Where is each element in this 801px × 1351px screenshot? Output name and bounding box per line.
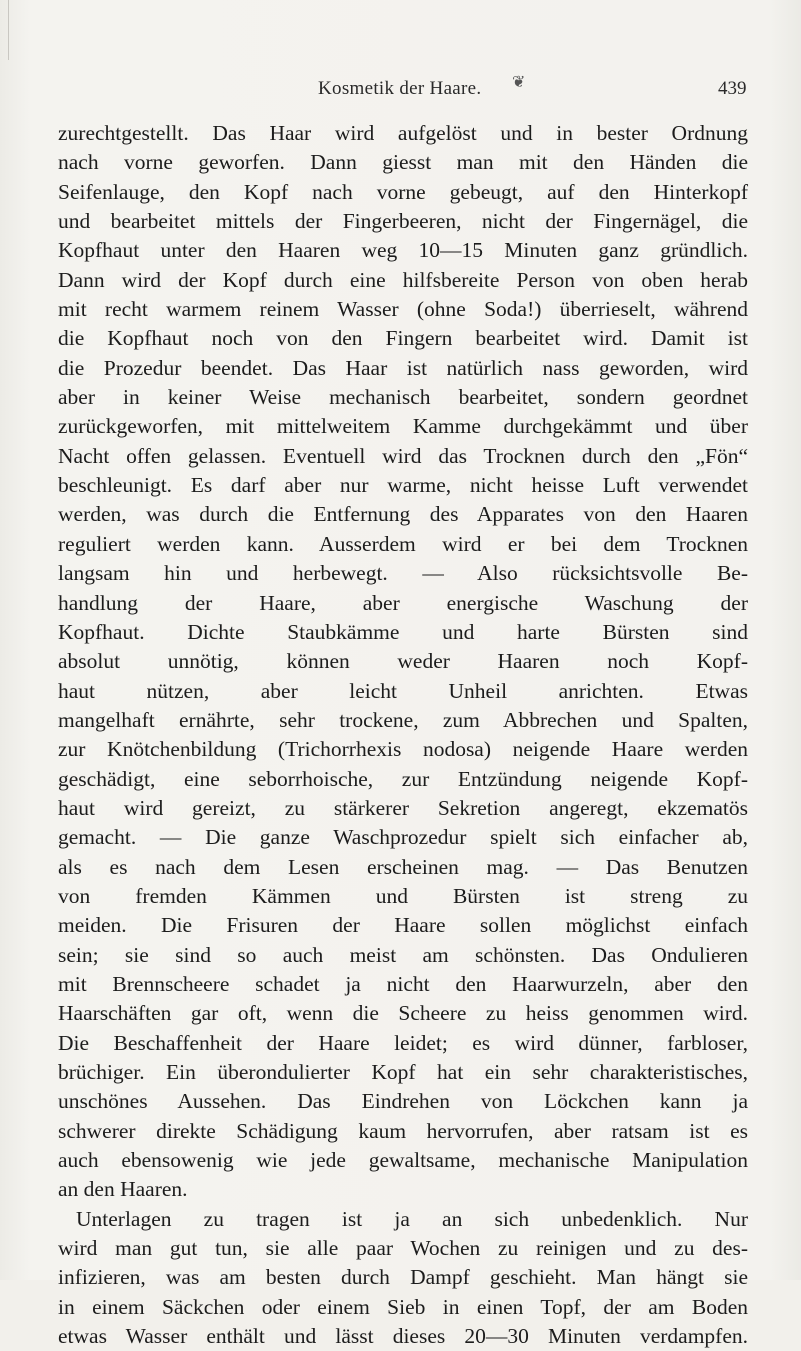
- text-line: von fremden Kämmen und Bürsten ist streng zu: [58, 883, 748, 908]
- text-line: etwas Wasser enthält und lässt dieses 20—30 Minuten verdampfen.: [58, 1324, 748, 1349]
- text-line: und bearbeitet mittels der Fingerbeeren, nicht der Fingernägel, die: [58, 209, 748, 234]
- text-line: reguliert werden kann. Ausserdem wird er bei dem Trocknen: [58, 531, 748, 556]
- text-line: Seifenlauge, den Kopf nach vorne gebeugt, auf den Hinterkopf: [58, 179, 748, 204]
- text-line: Die Beschaffenheit der Haare leidet; es wird dünner, farbloser,: [58, 1030, 748, 1055]
- text-line: Nacht offen gelassen. Eventuell wird das Trocknen durch den „Fön“: [58, 443, 748, 468]
- text-line: Dann wird der Kopf durch eine hilfsbereite Person von oben herab: [58, 267, 748, 292]
- text-line: werden, was durch die Entfernung des Apparates von den Haaren: [58, 502, 748, 527]
- text-line: Unterlagen zu tragen ist ja an sich unbedenklich. Nur: [76, 1206, 748, 1231]
- text-line: mit recht warmem reinem Wasser (ohne Soda!) überrieselt, während: [58, 297, 748, 322]
- text-line: nach vorne geworfen. Dann giesst man mit den Händen die: [58, 150, 748, 175]
- text-line: haut nützen, aber leicht Unheil anrichten. Etwas: [58, 678, 748, 703]
- text-line: wird man gut tun, sie alle paar Wochen zu reinigen und zu des-: [58, 1236, 748, 1261]
- text-line: Haarschäften gar oft, wenn die Scheere zu heiss genommen wird.: [58, 1001, 748, 1026]
- page-header: [0, 72, 801, 108]
- text-line: an den Haaren.: [58, 1177, 188, 1202]
- text-line: auch ebensowenig wie jede gewaltsame, mechanische Manipulation: [58, 1148, 748, 1173]
- text-line: in einem Säckchen oder einem Sieb in einen Topf, der am Boden: [58, 1294, 748, 1319]
- text-line: brüchiger. Ein überondulierter Kopf hat ein sehr charakteristisches,: [58, 1060, 748, 1084]
- text-line: zurechtgestellt. Das Haar wird aufgelöst und in bester Ordnung: [58, 121, 748, 145]
- text-line: handlung der Haare, aber energische Waschung der: [58, 590, 748, 615]
- text-line: mangelhaft ernährte, sehr trockene, zum Abbrechen und Spalten,: [58, 707, 748, 732]
- text-line: die Prozedur beendet. Das Haar ist natürlich nass geworden, wird: [58, 355, 748, 380]
- text-line: beschleunigt. Es darf aber nur warme, nicht heisse Luft verwendet: [58, 473, 748, 498]
- text-line: aber in keiner Weise mechanisch bearbeitet, sondern geordnet: [58, 385, 748, 410]
- text-line: infizieren, was am besten durch Dampf geschieht. Man hängt sie: [58, 1265, 748, 1290]
- page-number: 439: [718, 78, 747, 99]
- text-line: meiden. Die Frisuren der Haare sollen möglichst einfach: [58, 913, 748, 938]
- running-title: Kosmetik der Haare.: [318, 78, 482, 99]
- text-line: langsam hin und herbewegt. — Also rücksichtsvolle Be-: [58, 561, 748, 586]
- text-line: Kopfhaut unter den Haaren weg 10—15 Minuten ganz gründlich.: [58, 238, 748, 263]
- text-line: mit Brennscheere schadet ja nicht den Haarwurzeln, aber den: [58, 971, 748, 996]
- body-text: [58, 119, 748, 1351]
- text-line: als es nach dem Lesen erscheinen mag. — Das Benutzen: [58, 854, 748, 879]
- text-line: haut wird gereizt, zu stärkerer Sekretion angeregt, ekzematös: [58, 795, 748, 820]
- text-line: sein; sie sind so auch meist am schönsten. Das Ondulieren: [58, 942, 748, 967]
- text-line: zur Knötchenbildung (Trichorrhexis nodosa) neigende Haare werden: [58, 737, 748, 762]
- text-line: zurückgeworfen, mit mittelweitem Kamme durchgekämmt und über: [58, 414, 748, 439]
- text-line: gemacht. — Die ganze Waschprozedur spielt sich einfacher ab,: [58, 825, 748, 850]
- text-line: unschönes Aussehen. Das Eindrehen von Löckchen kann ja: [58, 1089, 748, 1114]
- text-line: schwerer direkte Schädigung kaum hervorrufen, aber ratsam ist es: [58, 1118, 748, 1143]
- page-edge-line: [8, 0, 9, 60]
- text-line: absolut unnötig, können weder Haaren noch Kopf-: [58, 649, 748, 674]
- text-line: Kopfhaut. Dichte Staubkämme und harte Bürsten sind: [58, 619, 748, 644]
- ornament-icon: ❦: [512, 72, 526, 91]
- text-line: die Kopfhaut noch von den Fingern bearbeitet wird. Damit ist: [58, 326, 748, 351]
- text-line: geschädigt, eine seborrhoische, zur Entzündung neigende Kopf-: [58, 766, 748, 791]
